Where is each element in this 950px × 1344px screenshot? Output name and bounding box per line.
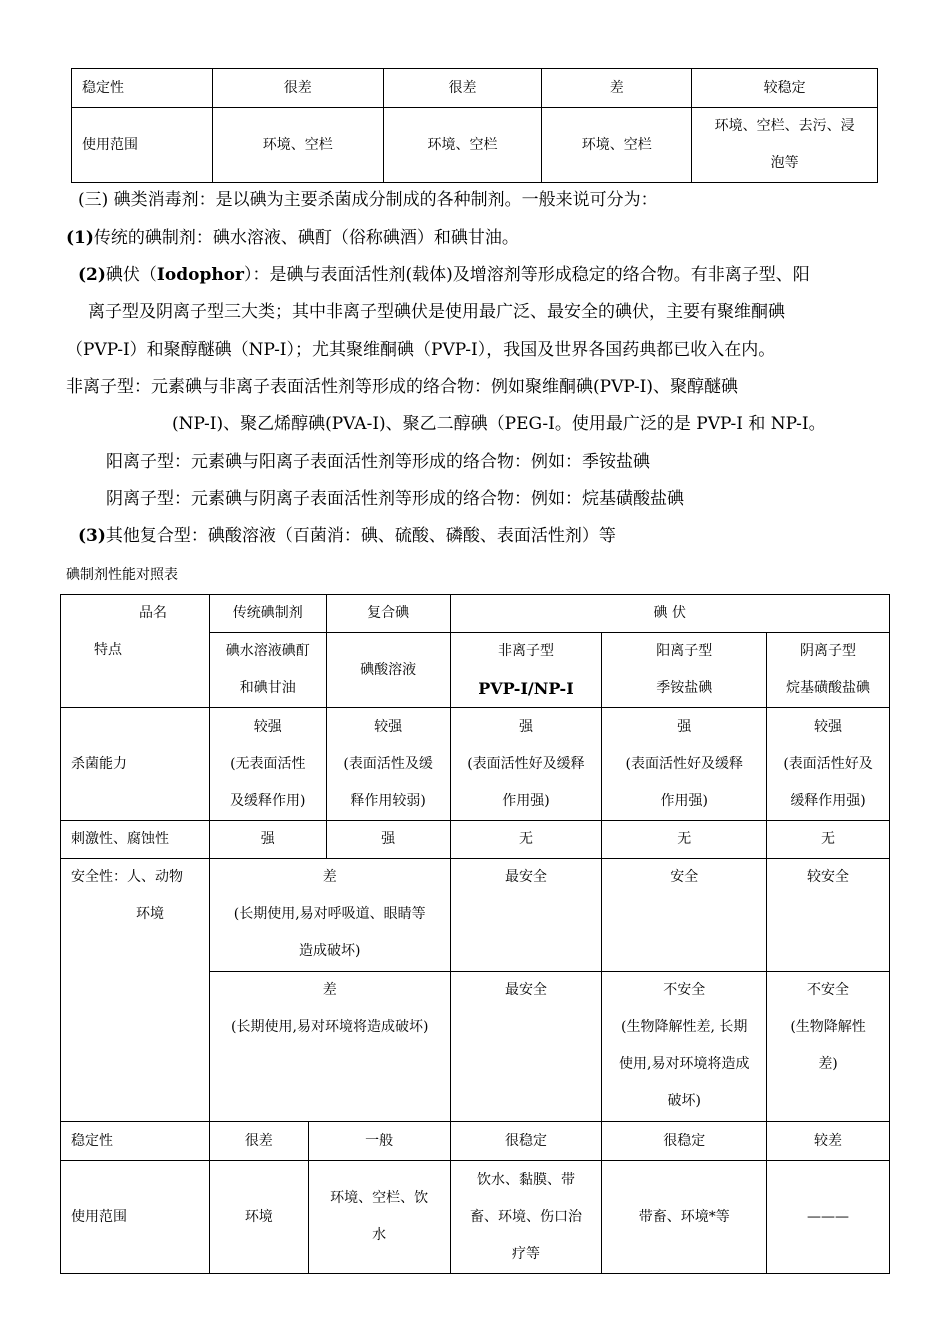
cell-line: 环境: [136, 906, 164, 922]
cell-line: 碘水溶液碘酊: [225, 643, 310, 659]
cell-line: 缓释作用强): [790, 792, 866, 809]
table-row: [61, 1122, 890, 1161]
cell: 很稳定: [450, 1122, 602, 1161]
cell-line: 差: [322, 982, 337, 998]
paragraph-text: 碘伏（: [105, 265, 157, 285]
cell: [767, 708, 890, 821]
cell-line: 饮水、黏膜、带: [476, 1171, 575, 1188]
table-row: [61, 1161, 890, 1274]
cell-line: 不安全: [663, 982, 706, 998]
header-compound: 复合碘: [326, 595, 450, 633]
cell: 很差: [383, 69, 542, 108]
cell-line: (表面活性及缓: [343, 755, 433, 772]
header-feature: 特点: [94, 642, 122, 658]
cell-line: 差): [818, 1056, 838, 1072]
cell-line: 和碘甘油: [239, 680, 296, 696]
cell-line: 释作用较弱): [350, 792, 426, 809]
header-corner: [61, 595, 210, 708]
table-caption: 碘制剂性能对照表: [66, 567, 178, 583]
cell-line: 差: [322, 869, 337, 885]
table-row: [61, 821, 890, 859]
cell: 较稳定: [692, 69, 878, 108]
paragraph-line: 阴离子型：元素碘与阴离子表面活性剂等形成的络合物：例如：烷基磺酸盐碘: [106, 489, 684, 509]
cell-line: 使用,易对环境将造成: [619, 1056, 750, 1072]
cell-line: (生物降解性: [790, 1019, 866, 1035]
cell: 较安全: [767, 859, 890, 972]
cell: [209, 708, 326, 821]
cell-line: (表面活性好及缓释: [467, 755, 585, 772]
cell: [450, 633, 602, 708]
cell-line: 环境、空栏、去污、浸: [714, 118, 855, 134]
cell-line: (长期使用,易对呼吸道、眼睛等: [233, 906, 426, 922]
cell-line: 较强: [814, 718, 843, 735]
cell-line: 较强: [374, 718, 403, 735]
paragraph-line: (NP-I)、聚乙烯醇碘(PVA-I)、聚乙二醇碘（PEG-I。使用最广泛的是 PVP-I 和 NP-I。: [172, 414, 826, 434]
continued-table: [71, 68, 878, 183]
cell-line: 不安全: [807, 982, 850, 998]
cell-line: (生物降解性差, 长期: [621, 1019, 748, 1035]
cell: [209, 859, 450, 972]
row-label: 使用范围: [61, 1161, 210, 1274]
cell-line: 安全性：人、动物: [71, 869, 183, 885]
cell: [602, 633, 767, 708]
cell: [450, 1161, 602, 1274]
cell: 碘酸溶液: [326, 633, 450, 708]
row-label-safety: [61, 859, 210, 1122]
row-label: 杀菌能力: [61, 708, 210, 821]
cell-line: 作用强): [502, 792, 550, 809]
cell-line: (无表面活性: [230, 755, 306, 772]
cell-line: 泡等: [770, 155, 799, 171]
cell: 环境、空栏: [383, 108, 542, 183]
cell: 很差: [212, 69, 383, 108]
row-label: 稳定性: [61, 1122, 210, 1161]
item-number: (1): [66, 228, 94, 248]
cell: [450, 708, 602, 821]
cell: 强: [209, 821, 326, 859]
cell: 安全: [602, 859, 767, 972]
cell-line: 阴离子型: [800, 643, 857, 659]
term: Iodophor: [156, 265, 244, 285]
cell: [602, 708, 767, 821]
cell-line: 环境、空栏、饮: [330, 1190, 429, 1206]
cell: 较差: [767, 1122, 890, 1161]
cell-line: 烷基磺酸盐碘: [786, 680, 871, 696]
cell-line: PVP-I/NP-I: [478, 679, 574, 698]
header-name: 品名: [139, 605, 167, 621]
paragraph-text: 传统的碘制剂：碘水溶液、碘酊（俗称碘酒）和碘甘油。: [93, 228, 519, 248]
cell: 一般: [308, 1122, 450, 1161]
cell-line: 及缓释作用): [230, 792, 306, 809]
row-label: 稳定性: [72, 69, 213, 108]
table-row: [61, 708, 890, 821]
cell-line: 造成破坏): [298, 943, 361, 959]
paragraph-line: 非离子型：元素碘与非离子表面活性剂等形成的络合物：例如聚维酮碘(PVP-I)、聚醇醚碘: [66, 377, 738, 397]
row-label: 刺激性、腐蚀性: [61, 821, 210, 859]
table-row: [61, 859, 890, 972]
paragraph-text: 其他复合型：碘酸溶液（百菌消：碘、硫酸、磷酸、表面活性剂）等: [105, 526, 616, 546]
item-number: (2): [78, 265, 106, 285]
paragraph-line: 离子型及阴离子型三大类；其中非离子型碘伏是使用最广泛、最安全的碘伏，主要有聚维酮碘: [88, 302, 785, 322]
cell: 无: [767, 821, 890, 859]
cell: 环境、空栏: [212, 108, 383, 183]
cell: 无: [602, 821, 767, 859]
cell: [326, 708, 450, 821]
cell-line: (表面活性好及缓释: [625, 755, 743, 772]
cell: [767, 633, 890, 708]
paragraph-line: （PVP-I）和聚醇醚碘（NP-I）；尤其聚维酮碘（PVP-I），我国及世界各国药典都已收入在内。: [66, 340, 776, 360]
cell: 很差: [209, 1122, 308, 1161]
cell-line: 疗等: [511, 1245, 540, 1262]
cell: [209, 633, 326, 708]
cell-line: 作用强): [660, 792, 708, 809]
cell-line: 畜、环境、伤口治: [469, 1208, 582, 1225]
header-iodophor: 碘 伏: [450, 595, 889, 633]
paragraph-text: ）：是碘与表面活性剂(载体)及增溶剂等形成稳定的络合物。有非离子型、阳: [243, 265, 810, 285]
cell-line: 季铵盐碘: [656, 680, 713, 696]
cell-line: 水: [372, 1227, 387, 1243]
cell: [308, 1161, 450, 1274]
cell: 最安全: [450, 972, 602, 1122]
cell: 最安全: [450, 859, 602, 972]
table-row: [72, 69, 878, 108]
cell: 差: [542, 69, 692, 108]
header-traditional: 传统碘制剂: [209, 595, 326, 633]
paragraph: [78, 524, 616, 548]
cell-line: 阳离子型: [656, 643, 713, 659]
cell: [767, 972, 890, 1122]
section-heading: (三) 碘类消毒剂：是以碘为主要杀菌成分制成的各种制剂。一般来说可分为：: [78, 190, 658, 210]
paragraph-line: 阳离子型：元素碘与阳离子表面活性剂等形成的络合物：例如：季铵盐碘: [106, 452, 650, 472]
paragraph: [66, 226, 519, 250]
cell-line: (长期使用,易对环境将造成破坏): [231, 1019, 429, 1035]
cell: [209, 972, 450, 1122]
item-number: (3): [78, 526, 106, 546]
paragraph: [78, 263, 810, 287]
cell-line: (表面活性好及: [783, 755, 873, 772]
cell: 强: [326, 821, 450, 859]
table-row: [72, 108, 878, 183]
cell: 无: [450, 821, 602, 859]
table-row: [61, 595, 890, 633]
iodine-comparison-table: [60, 594, 890, 1274]
cell: 很稳定: [602, 1122, 767, 1161]
cell: ———: [767, 1161, 890, 1274]
cell: [692, 108, 878, 183]
cell-line: 破坏): [667, 1093, 701, 1109]
cell: 环境、空栏: [542, 108, 692, 183]
cell: 带畜、环境*等: [602, 1161, 767, 1274]
cell: 环境: [209, 1161, 308, 1274]
cell: [602, 972, 767, 1122]
row-label: 使用范围: [72, 108, 213, 183]
cell-line: 非离子型: [497, 643, 554, 659]
cell-line: 强: [518, 718, 533, 735]
cell-line: 强: [677, 718, 692, 735]
cell-line: 较强: [253, 718, 282, 735]
